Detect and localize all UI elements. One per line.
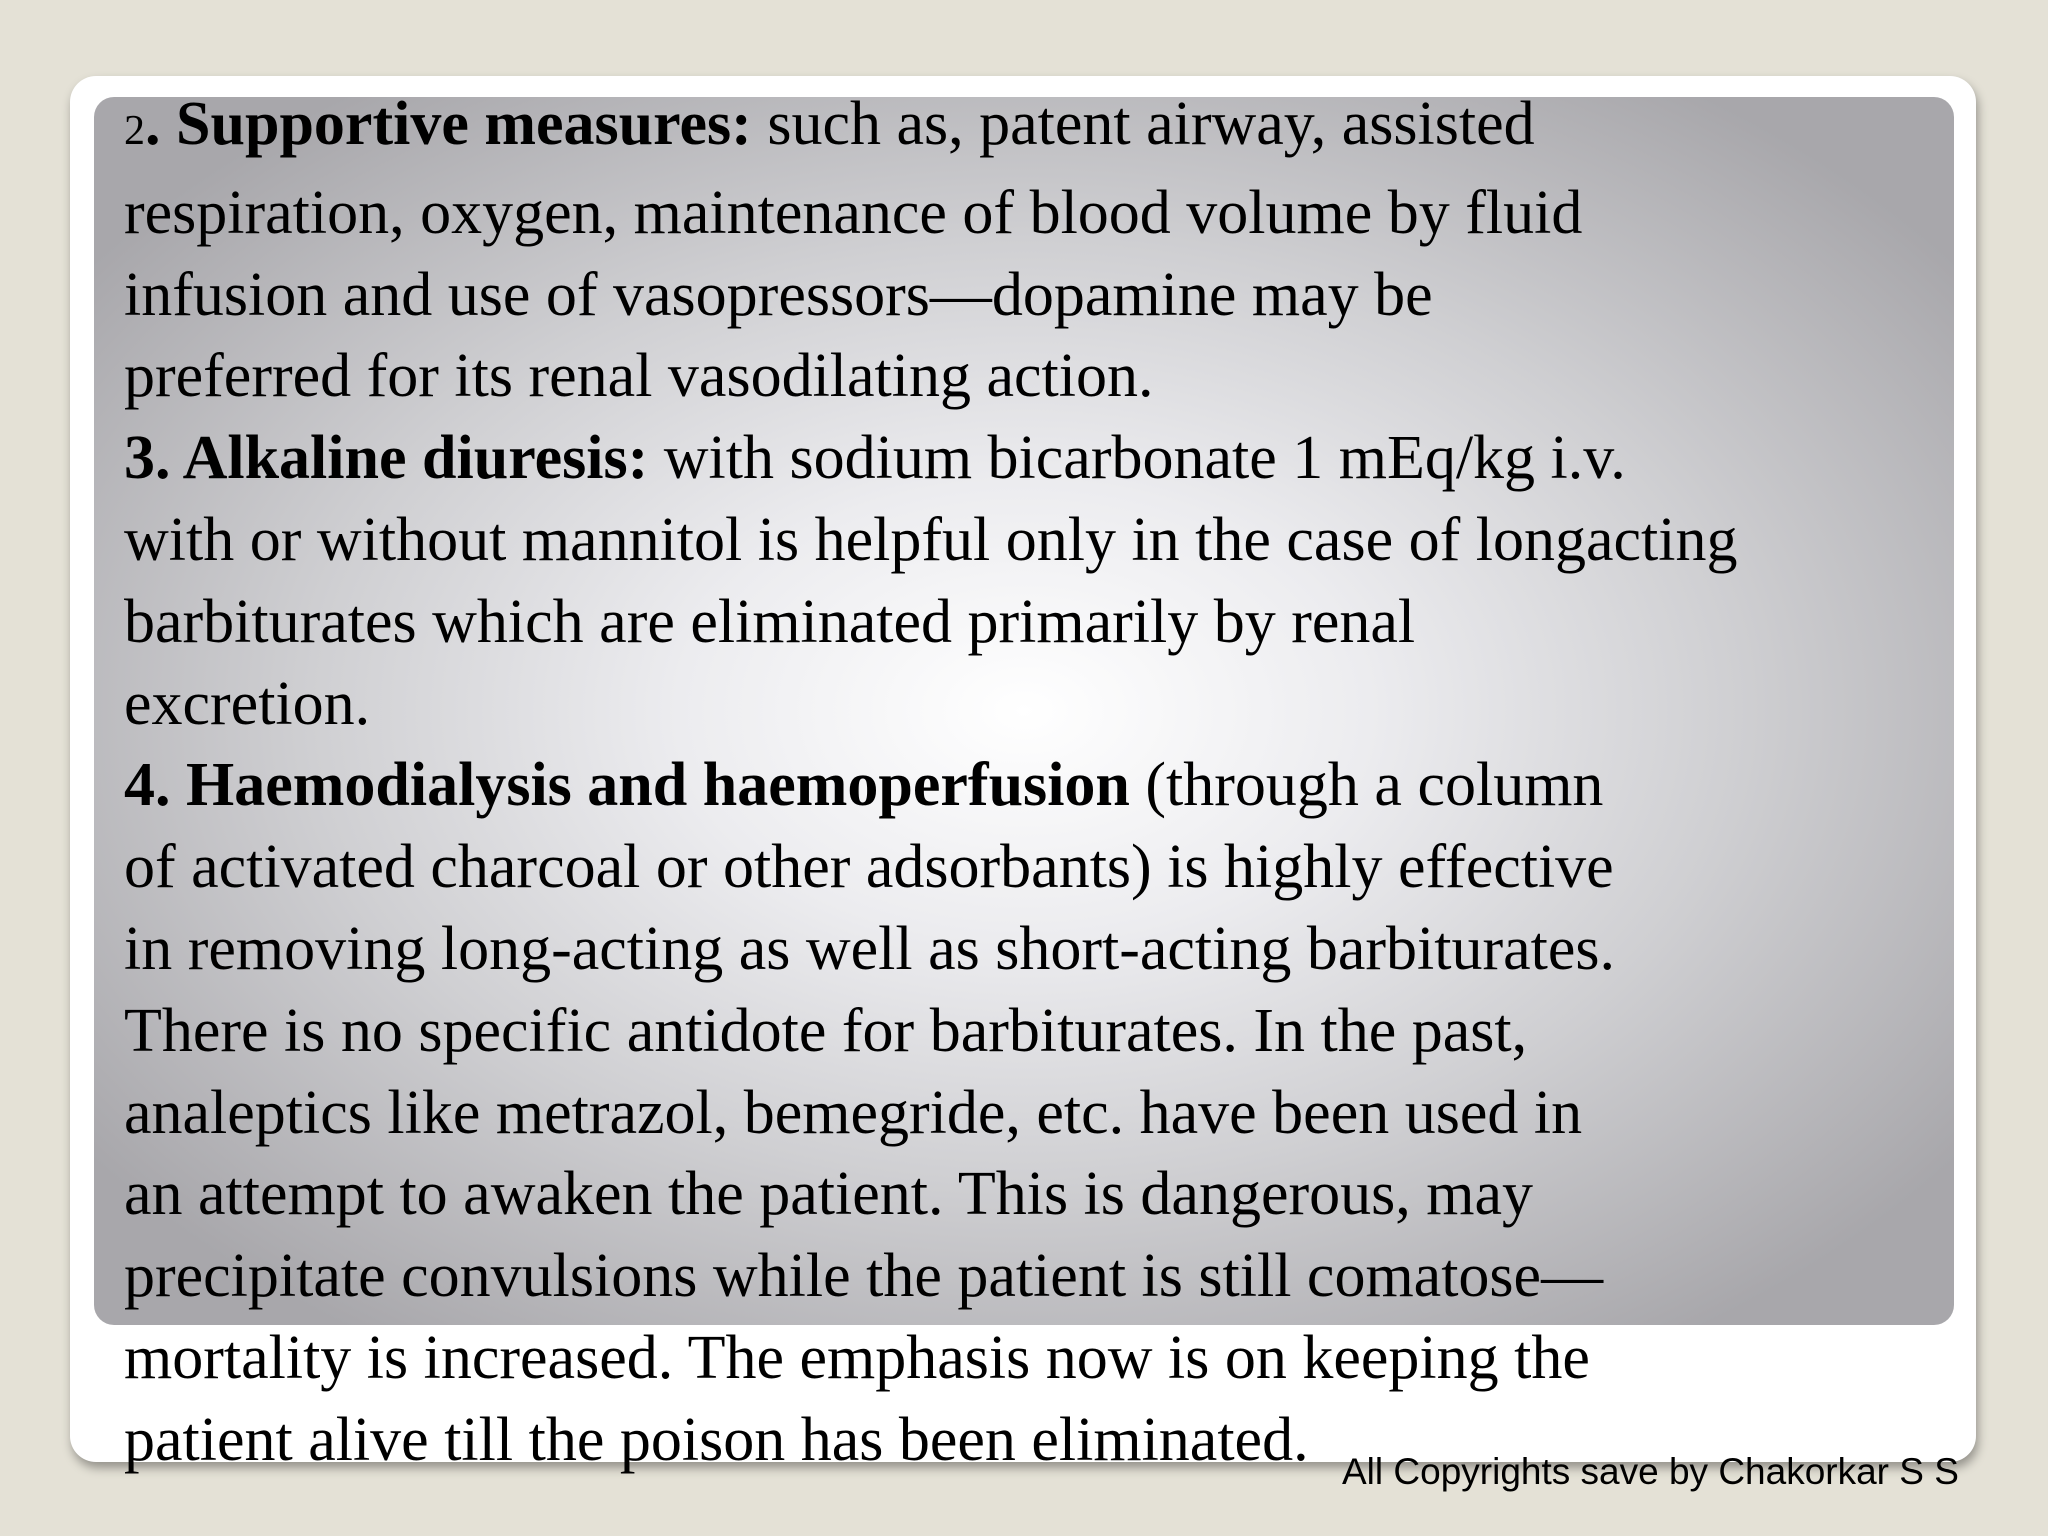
paragraph-line-5: mortality is increased. The emphasis now is on keeping the — [124, 1323, 1590, 1392]
copyright-footer: All Copyrights save by Chakorkar S S — [1342, 1451, 1959, 1492]
section-3-line-1 — [124, 418, 1984, 500]
section-4-text: (through a column — [1129, 751, 1604, 820]
paragraph-line-6: patient alive till the poison has been eliminated. — [124, 1405, 1309, 1474]
section-4-line-3: in removing long-acting as well as short-acting barbiturates. — [124, 914, 1616, 983]
section-2-line-2: respiration, oxygen, maintenance of blood volume by fluid — [124, 178, 1583, 247]
paragraph-line-1: There is no specific antidote for barbiturates. In the past, — [124, 996, 1528, 1065]
section-3-line-3: barbiturates which are eliminated primarily by renal — [124, 587, 1416, 656]
section-3-heading: 3. Alkaline diuresis: — [124, 424, 649, 493]
slide-body-text — [124, 84, 1984, 1482]
section-3-line-4: excretion. — [124, 669, 371, 738]
paragraph-line-3: an attempt to awaken the patient. This is dangerous, may — [124, 1160, 1533, 1229]
section-4-heading: 4. Haemodialysis and haemoperfusion — [124, 751, 1130, 820]
paragraph-line-4: precipitate convulsions while the patient is still comatose— — [124, 1242, 1604, 1311]
section-2-line-4: preferred for its renal vasodilating action. — [124, 342, 1154, 411]
paragraph-line-2: analeptics like metrazol, bemegride, etc. have been used in — [124, 1078, 1583, 1147]
section-2-text: such as, patent airway, assisted — [751, 90, 1535, 158]
section-4-line-2: of activated charcoal or other adsorbants) is highly effective — [124, 833, 1614, 902]
section-2-line-1 — [124, 84, 1984, 173]
section-4-line-1 — [124, 745, 1984, 827]
section-2-number: 2 — [124, 108, 145, 154]
section-2-heading: . Supportive measures: — [145, 90, 752, 158]
section-3-text: with sodium bicarbonate 1 mEq/kg i.v. — [648, 424, 1626, 493]
section-3-line-2: with or without mannitol is helpful only in the case of longacting — [124, 505, 1738, 574]
section-2-line-3: infusion and use of vasopressors—dopamine may be — [124, 260, 1433, 329]
